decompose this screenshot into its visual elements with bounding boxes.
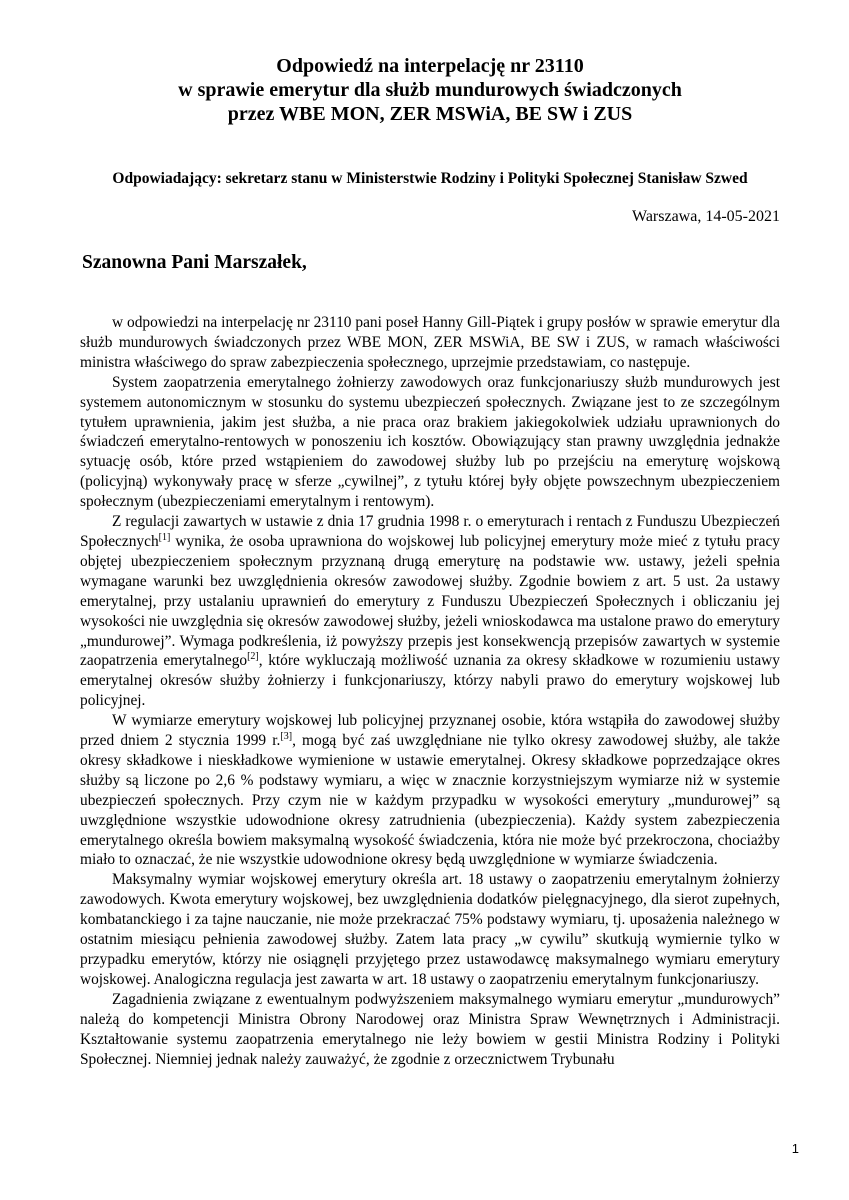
title-line-2: w sprawie emerytur dla służb mundurowych świadczonych — [178, 79, 682, 101]
paragraph-3 — [80, 512, 780, 711]
document-title — [80, 54, 780, 126]
date-line: Warszawa, 14-05-2021 — [632, 208, 780, 225]
footnote-ref-1[interactable]: [1] — [158, 531, 171, 543]
responder-line: Odpowiadający: sekretarz stanu w Ministerstwie Rodziny i Polityki Społecznej Stanisław Szwed — [112, 170, 748, 187]
paragraph-5: Maksymalny wymiar wojskowej emerytury określa art. 18 ustawy o zaopatrzeniu emerytalnym żołnierzy zawodowych. Kwota emerytury wojskowej, bez uwzględnienia dodatków pielęgnacyjnego, dla sierot zupełnych, kombatanckiego i za tajne nauczanie, nie może przekraczać 75% podstawy wymiaru, tj. uposażenia należnego w ostatnim miesiącu pełnienia zawodowej służby. Zatem lata pracy „w cywilu” skutkują wymiernie tylko w przypadku emerytów, którzy nie osiągnęli przyjętego przez ustawodawcę maksymalnego wymiaru emerytury wojskowej. Analogiczna regulacja jest zawarta w art. 18 ustawy o zaopatrzeniu emerytalnym funkcjonariuszy. — [80, 871, 780, 988]
footnote-ref-3[interactable]: [3] — [280, 731, 293, 743]
paragraph-3-part-b: wynika, że osoba uprawniona do wojskowej lub policyjnej emerytury może mieć z tytułu pracy objętej ubezpieczeniem społecznym przyznaną drugą emeryturę na podstawie ww. ustawy, jeżeli spełnia wymagane warunki bez uwzględnienia okresów zawodowej służby. Zgodnie bowiem z art. 5 ust. 2a ustawy emerytalnej, przy ustalaniu uprawnień do emerytury z Funduszu Ubezpieczeń Społecznych i obliczaniu jej wysokości nie uwzględnia się okresów zawodowej służby, jeżeli wnioskodawca ma ustalone prawo do emerytury „mundurowej”. Wymaga podkreślenia, iż powyższy przepis jest konsekwencją przepisów zawartych w systemie zaopatrzenia emerytalnego — [80, 532, 780, 670]
page-number: 1 — [791, 1141, 799, 1156]
paragraph-2: System zaopatrzenia emerytalnego żołnierzy zawodowych oraz funkcjonariuszy służb mundurowych jest systemem autonomicznym w stosunku do systemu ubezpieczeń społecznych. Związane jest to ze szczególnym tytułem uprawnienia, jakim jest służba, a nie praca oraz brakiem jakiegokolwiek udziału uprawnionych do świadczeń emerytalno-rentowych w ponoszeniu ich kosztów. Obowiązujący stan prawny uwzględnia jednakże sytuację osób, które przed wstąpieniem do zawodowej służby lub po przejściu na emeryturę wojskową (policyjną) wykonywały pracę w sferze „cywilnej”, z tytułu której były objęte powszechnym ubezpieczeniem społecznym (ubezpieczeniami emerytalnym i rentowym). — [80, 373, 780, 511]
title-line-1: Odpowiedź na interpelację nr 23110 — [276, 55, 584, 77]
paragraph-6: Zagadnienia związane z ewentualnym podwyższeniem maksymalnego wymiaru emerytur „mundurowych” należą do kompetencji Ministra Obrony Narodowej oraz Ministra Spraw Wewnętrznych i Administracji. Kształtowanie systemu zaopatrzenia emerytalnego nie leży bowiem w gestii Ministra Rodziny i Polityki Społecznej. Niemniej jednak należy zauważyć, że zgodnie z orzecznictwem Trybunału — [80, 990, 780, 1068]
greeting: Szanowna Pani Marszałek, — [82, 252, 307, 273]
paragraph-1: w odpowiedzi na interpelację nr 23110 pani poseł Hanny Gill-Piątek i grupy posłów w sprawie emerytur dla służb mundurowych świadczonych przez WBE MON, ZER MSWiA, BE SW i ZUS, w ramach właściwości ministra właściwego do spraw zabezpieczenia społecznego, uprzejmie przedstawiam, co następuje. — [80, 314, 780, 371]
paragraph-3-part-c: , które wykluczają możliwość uznania za okresy składkowe w rozumieniu ustawy emerytalnej okresów służby żołnierzy i funkcjonariuszy, którzy nabyli prawo do emerytury wojskowej lub policyjnej. — [80, 652, 780, 710]
footnote-ref-2[interactable]: [2] — [247, 651, 259, 663]
paragraph-4-part-b: , mogą być zaś uwzględniane nie tylko okresy zawodowej służby, ale także okresy składkowe i nieskładkowe wymienione w ustawie emerytalnej. Okresy składkowe poprzedzające okres służby są liczone po 2,6 % podstawy wymiaru, a więc w znacznie korzystniejszym wymiarze niż w systemie ubezpieczeń społecznych. Przy czym nie w każdym przypadku w wysokości emerytury „mundurowej” są uwzględnione wszystkie udowodnione okresy zatrudnienia (ubezpieczenia). Każdy system zabezpieczenia emerytalnego określa bowiem maksymalną wysokość świadczenia, która nie może być przekroczona, chociażby miało to oznaczać, że nie wszystkie udowodnione okresy będą uwzględnione w wymiarze świadczenia. — [80, 732, 780, 869]
paragraph-4-part-a: W wymiarze emerytury wojskowej lub policyjnej przyznanej osobie, która wstąpiła do zawodowej służby przed dniem 2 stycznia 1999 r. — [80, 712, 780, 750]
document-body — [80, 313, 780, 1069]
paragraph-3-part-a: Z regulacji zawartych w ustawie z dnia 17 grudnia 1998 r. o emeryturach i rentach z Funduszu Ubezpieczeń Społecznych — [80, 513, 780, 550]
document-page — [80, 54, 780, 1069]
paragraph-4 — [80, 711, 780, 870]
title-line-3: przez WBE MON, ZER MSWiA, BE SW i ZUS — [227, 103, 633, 125]
